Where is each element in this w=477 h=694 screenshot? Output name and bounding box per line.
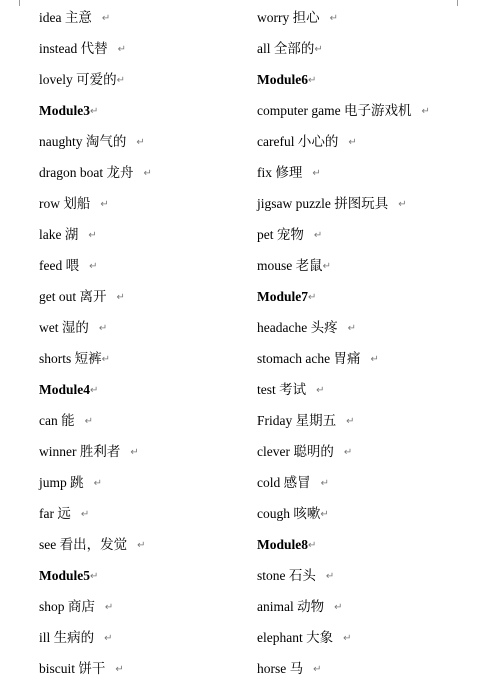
vocabulary-entry [39,312,152,343]
paragraph-mark-icon: ↵ [320,509,329,520]
paragraph-mark-icon: ↵ [90,385,99,396]
vocabulary-entry [257,591,430,622]
vocabulary-entry-text: far 远 [39,506,71,521]
vocabulary-entry-text: naughty 淘气的 [39,134,127,149]
vocabulary-entry-text: feed 喂 [39,258,80,273]
paragraph-mark-icon: ↵ [322,261,332,272]
vocabulary-entry [39,343,152,374]
vocabulary-entry-text: jigsaw puzzle 拼图玩具 [257,196,389,211]
paragraph-mark-icon: ↵ [90,106,99,117]
paragraph-mark-icon: ↵ [130,447,139,458]
paragraph-mark-icon: ↵ [116,292,125,303]
vocabulary-entry-text: clever 聪明的 [257,444,334,459]
vocabulary-entry [39,33,152,64]
vocabulary-entry-text: mouse 老鼠 [257,258,323,273]
module-heading [257,281,430,312]
paragraph-mark-icon: ↵ [137,540,146,551]
paragraph-mark-icon: ↵ [312,168,321,179]
paragraph-mark-icon: ↵ [314,44,323,55]
vocabulary-entry [39,498,152,529]
paragraph-mark-icon: ↵ [90,571,99,582]
paragraph-mark-icon: ↵ [308,75,317,86]
vocabulary-entry [257,250,430,281]
vocabulary-entry-text: row 划船 [39,196,91,211]
vocabulary-column-left [39,2,152,684]
vocabulary-entry [257,467,430,498]
paragraph-mark-icon: ↵ [136,137,145,148]
vocabulary-entry-text: winner 胜利者 [39,444,121,459]
paragraph-mark-icon: ↵ [88,230,97,241]
vocabulary-entry-text: animal 动物 [257,599,325,614]
paragraph-mark-icon: ↵ [117,44,127,55]
paragraph-mark-icon: ↵ [320,478,330,489]
vocabulary-entry [39,2,152,33]
vocabulary-entry-text: cough 咳嗽 [257,506,321,521]
vocabulary-entry-text: see 看出，发觉 [39,537,128,552]
vocabulary-entry [257,219,430,250]
paragraph-mark-icon: ↵ [347,323,356,334]
vocabulary-entry [257,653,430,684]
vocabulary-entry-text: ill 生病的 [39,630,95,645]
vocabulary-entry-text: jump 跳 [39,475,84,490]
paragraph-mark-icon: ↵ [329,13,339,24]
module-heading [257,529,430,560]
module-heading-text: Module3 [39,103,91,118]
module-heading-text: Module6 [257,72,309,87]
vocabulary-entry-text: careful 小心的 [257,134,339,149]
vocabulary-entry-text: instead 代替 [39,41,108,56]
vocabulary-entry [257,126,430,157]
vocabulary-entry [39,250,152,281]
vocabulary-entry-text: worry 担心 [257,10,320,25]
paragraph-mark-icon: ↵ [89,261,98,272]
module-heading [39,374,152,405]
paragraph-mark-icon: ↵ [316,385,325,396]
paragraph-mark-icon: ↵ [346,416,355,427]
vocabulary-entry [257,374,430,405]
paragraph-mark-icon: ↵ [93,478,103,489]
vocabulary-entry-text: elephant 大象 [257,630,334,645]
paragraph-mark-icon: ↵ [104,602,114,613]
vocabulary-entry [257,2,430,33]
vocabulary-entry [257,405,430,436]
vocabulary-entry-text: Friday 星期五 [257,413,337,428]
paragraph-mark-icon: ↵ [84,416,93,427]
module-heading-text: Module5 [39,568,91,583]
paragraph-mark-icon: ↵ [370,354,379,365]
vocabulary-entry-text: lake 湖 [39,227,79,242]
vocabulary-entry-text: pet 宠物 [257,227,304,242]
vocabulary-entry [257,95,430,126]
vocabulary-column-right [257,2,430,684]
page-corner-mark-right [457,0,458,6]
vocabulary-entry [257,343,430,374]
module-heading-text: Module4 [39,382,91,397]
vocabulary-entry [257,312,430,343]
paragraph-mark-icon: ↵ [116,75,126,86]
paragraph-mark-icon: ↵ [343,447,353,458]
paragraph-mark-icon: ↵ [334,602,343,613]
paragraph-mark-icon: ↵ [98,323,108,334]
paragraph-mark-icon: ↵ [325,571,335,582]
vocabulary-entry [39,281,152,312]
vocabulary-entry-text: cold 感冒 [257,475,311,490]
vocabulary-entry-text: dragon boat 龙舟 [39,165,134,180]
module-heading [39,560,152,591]
vocabulary-entry [39,188,152,219]
vocabulary-entry [257,560,430,591]
paragraph-mark-icon: ↵ [143,168,152,179]
vocabulary-entry [39,436,152,467]
vocabulary-entry-text: stone 石头 [257,568,316,583]
paragraph-mark-icon: ↵ [343,633,352,644]
module-heading [257,64,430,95]
vocabulary-entry-text: shorts 短裤 [39,351,102,366]
paragraph-mark-icon: ↵ [101,13,111,24]
paragraph-mark-icon: ↵ [101,354,111,365]
paragraph-mark-icon: ↵ [313,230,323,241]
vocabulary-entry [257,157,430,188]
paragraph-mark-icon: ↵ [308,292,317,303]
vocabulary-entry-text: horse 马 [257,661,304,676]
vocabulary-entry-text: all 全部的 [257,41,315,56]
vocabulary-entry [39,653,152,684]
vocabulary-entry-text: idea 主意 [39,10,92,25]
paragraph-mark-icon: ↵ [308,540,317,551]
vocabulary-entry-text: stomach ache 胃痛 [257,351,361,366]
vocabulary-entry-text: wet 湿的 [39,320,89,335]
paragraph-mark-icon: ↵ [104,633,113,644]
vocabulary-entry-text: test 考试 [257,382,307,397]
module-heading-text: Module8 [257,537,309,552]
paragraph-mark-icon: ↵ [80,509,90,520]
vocabulary-entry [39,64,152,95]
vocabulary-entry-text: shop 商店 [39,599,95,614]
vocabulary-entry-text: get out 离开 [39,289,107,304]
vocabulary-entry-text: lovely 可爱的 [39,72,117,87]
paragraph-mark-icon: ↵ [115,664,124,675]
vocabulary-entry [257,622,430,653]
paragraph-mark-icon: ↵ [313,664,322,675]
module-heading-text: Module7 [257,289,309,304]
vocabulary-entry-text: biscuit 饼干 [39,661,106,676]
paragraph-mark-icon: ↵ [421,106,430,117]
vocabulary-entry [257,188,430,219]
vocabulary-entry [39,405,152,436]
vocabulary-entry [39,591,152,622]
paragraph-mark-icon: ↵ [100,199,109,210]
vocabulary-entry-text: can 能 [39,413,75,428]
vocabulary-entry [39,529,152,560]
vocabulary-entry [257,33,430,64]
vocabulary-entry [39,622,152,653]
vocabulary-entry [257,498,430,529]
vocabulary-entry-text: headache 头疼 [257,320,338,335]
paragraph-mark-icon: ↵ [398,199,407,210]
vocabulary-entry-text: fix 修理 [257,165,303,180]
vocabulary-entry [39,126,152,157]
paragraph-mark-icon: ↵ [348,137,357,148]
module-heading [39,95,152,126]
vocabulary-entry-text: computer game 电子游戏机 [257,103,412,118]
vocabulary-entry [39,157,152,188]
vocabulary-entry [257,436,430,467]
page-corner-mark-left [19,0,20,6]
vocabulary-entry [39,467,152,498]
vocabulary-entry [39,219,152,250]
